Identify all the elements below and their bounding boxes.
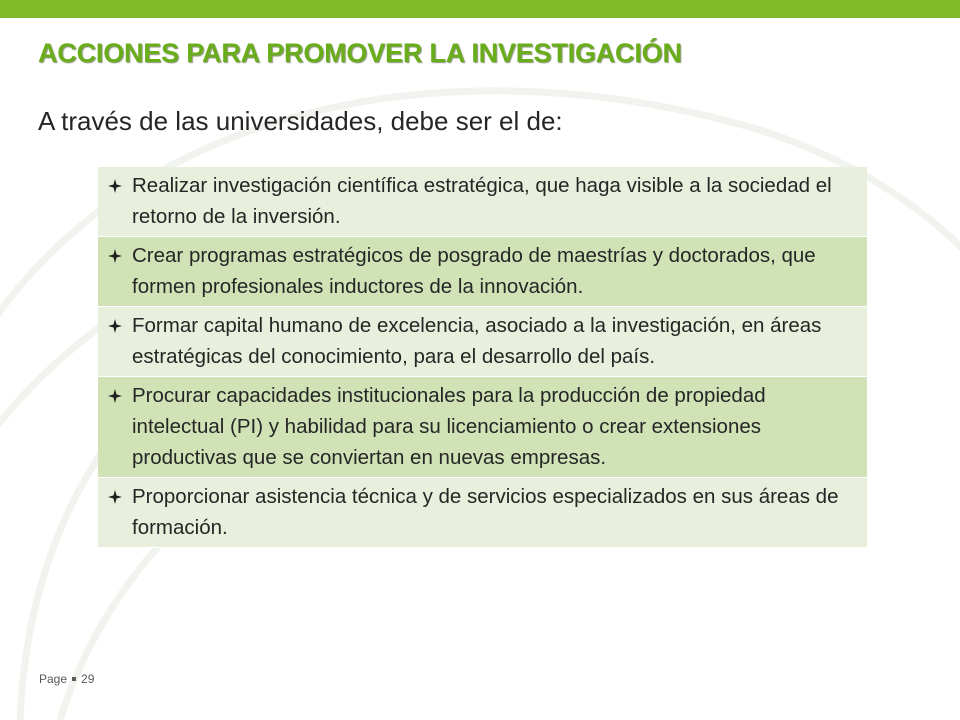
table-cell xyxy=(98,307,867,377)
four-point-star-icon xyxy=(108,240,132,271)
page-footer xyxy=(39,672,94,686)
list-item-text: Proporcionar asistencia técnica y de servicios especializados en sus áreas de formación. xyxy=(132,485,839,539)
page-label: Page xyxy=(39,672,68,686)
page-number: 29 xyxy=(81,672,95,686)
list-item-text: Procurar capacidades institucionales para la producción de propiedad intelectual (PI) y habilidad para su licenciamiento o crear extensiones productivas que se conviertan en nuevas empresas. xyxy=(132,384,766,469)
table-row xyxy=(98,167,867,237)
slide-subtitle: A través de las universidades, debe ser el de: xyxy=(38,106,563,136)
actions-table xyxy=(98,167,867,548)
list-item-text: Crear programas estratégicos de posgrado de maestrías y doctorados, que formen profesionales inductores de la innovación. xyxy=(132,244,816,298)
four-point-star-icon xyxy=(108,380,132,411)
top-accent-bar xyxy=(0,0,960,18)
list-item-text: Realizar investigación científica estratégica, que haga visible a la sociedad el retorno de la inversión. xyxy=(132,174,832,228)
four-point-star-icon xyxy=(108,481,132,512)
table-row xyxy=(98,237,867,307)
table-cell xyxy=(98,237,867,307)
table-cell xyxy=(98,377,867,478)
table-cell xyxy=(98,478,867,548)
four-point-star-icon xyxy=(108,170,132,201)
table-row xyxy=(98,377,867,478)
table-cell xyxy=(98,167,867,237)
list-item-text: Formar capital humano de excelencia, asociado a la investigación, en áreas estratégicas del conocimiento, para el desarrollo del país. xyxy=(132,314,822,368)
table-row xyxy=(98,478,867,548)
four-point-star-icon xyxy=(108,310,132,341)
slide-title: ACCIONES PARA PROMOVER LA INVESTIGACIÓN xyxy=(38,38,682,68)
table-row xyxy=(98,307,867,377)
separator-square-icon xyxy=(72,677,76,681)
